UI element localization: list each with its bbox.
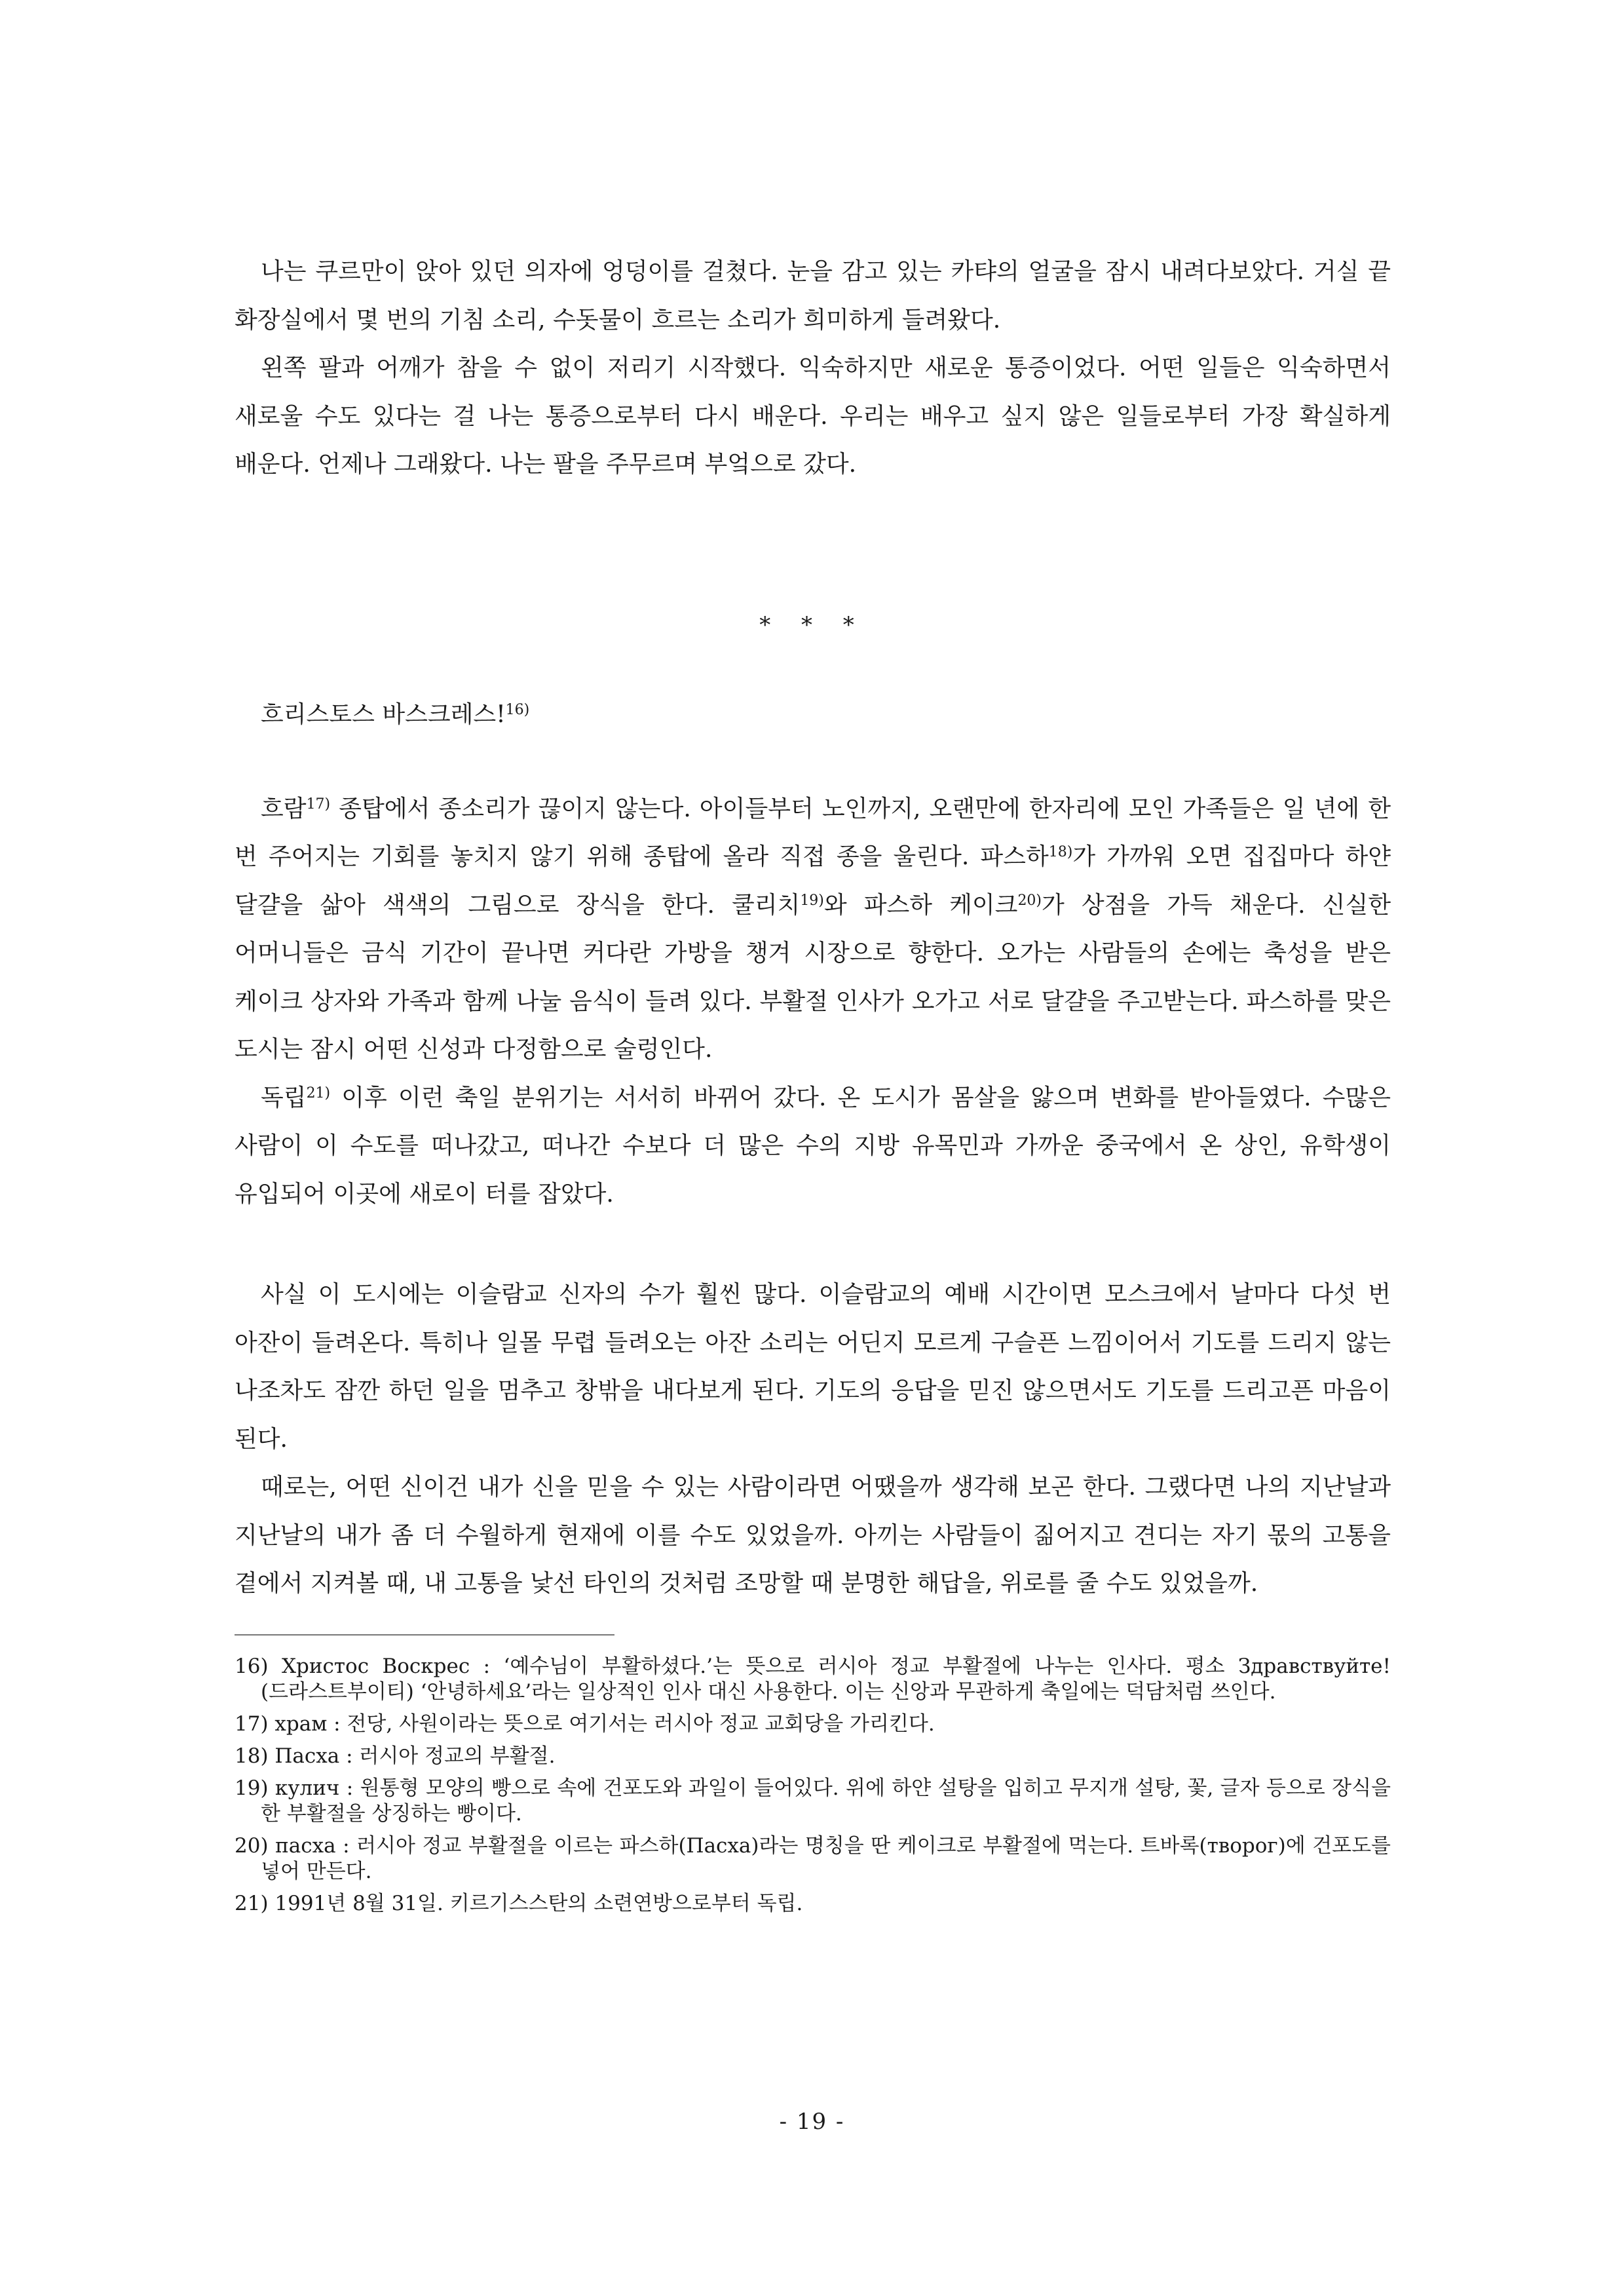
footnote: 17) храм : 전당, 사원이라는 뜻으로 여기서는 러시아 정교 교회당을 가리킨다. — [235, 1712, 935, 1736]
footnote-ref[interactable]: 17) — [306, 795, 331, 813]
page-number: - 19 - — [779, 2109, 845, 2135]
footnote-ref[interactable]: 18) — [1048, 844, 1073, 860]
text-run: 종탑에서 종소리가 끊이지 않는다. 아이들부터 노인까지, 오랜만에 한자리에 모인 가족들은 일 년에 한 번 주어지는 기회를 놓치지 않기 위해 종탑에 올라 직접 종을 울린다. 파스하 — [235, 795, 1391, 870]
footnote-ref[interactable]: 21) — [306, 1084, 331, 1101]
page-body — [235, 248, 1391, 1923]
footnote: 16) Христос Воскрес : ‘예수님이 부활하셨다.’는 뜻으로 러시아 정교 부활절에 나누는 인사다. 평소 Здравствуйте!(드라스트부이티) ‘안녕하세요’라는 일상적인 인사 대신 사용한다. 이는 신앙과 무관하게 축일에는 덕담처럼 쓰인다. — [235, 1654, 1391, 1704]
spacer — [235, 1608, 1391, 1634]
spacer — [235, 489, 1391, 605]
footnote-ref[interactable]: 19) — [800, 892, 824, 909]
footnote-ref[interactable]: 20) — [1017, 892, 1042, 909]
footnote-divider — [235, 1634, 614, 1636]
spacer — [235, 735, 1391, 785]
heading-text: 흐리스토스 바스크레스! — [261, 700, 506, 728]
section-separator: * * * — [759, 611, 866, 638]
paragraph: 사실 이 도시에는 이슬람교 신자의 수가 훨씬 많다. 이슬람교의 예배 시간이면 모스크에서 날마다 다섯 번 아잔이 들려온다. 특히나 일몰 무렵 들려오는 아잔 소리는 어딘지 모르게 구슬픈 느낌이어서 기도를 드리지 않는 나조차도 잠깐 하던 일을 멈추고 창밖을 내다보게 된다. 기도의 응답을 믿진 않으면서도 기도를 드리고픈 마음이 된다. — [235, 1281, 1391, 1453]
section-heading — [235, 695, 1391, 735]
paragraph: 왼쪽 팔과 어깨가 참을 수 없이 저리기 시작했다. 익숙하지만 새로운 통증이었다. 어떤 일들은 익숙하면서 새로울 수도 있다는 걸 나는 통증으로부터 다시 배운다. 우리는 배우고 싶지 않은 일들로부터 가장 확실하게 배운다. 언제나 그래왔다. 나는 팔을 주무르며 부엌으로 갔다. — [235, 354, 1391, 478]
text-run: 가 상점을 가득 채운다. 신실한 어머니들은 금식 기간이 끝나면 커다란 가방을 챙겨 시장으로 향한다. 오가는 사람들의 손에는 축성을 받은 케이크 상자와 가족과 함께 나눌 음식이 들려 있다. 부활절 인사가 오가고 서로 달걀을 주고받는다. 파스하를 맞은 도시는 잠시 어떤 신성과 다정함으로 술렁인다. — [235, 891, 1391, 1063]
footnote: 21) 1991년 8월 31일. 키르기스스탄의 소련연방으로부터 독립. — [235, 1891, 803, 1915]
paragraph-independence — [235, 1074, 1391, 1219]
footnote: 20) пасха : 러시아 정교 부활절을 이르는 파스하(Пасха)라는 명칭을 딴 케이크로 부활절에 먹는다. 트바록(творог)에 건포도를 넣어 만든다. — [235, 1833, 1391, 1883]
text-run: 흐람 — [261, 795, 307, 822]
footnote: 18) Пасха : 러시아 정교의 부활절. — [235, 1744, 556, 1768]
spacer — [235, 1218, 1391, 1271]
text-run: 이후 이런 축일 분위기는 서서히 바뀌어 갔다. 온 도시가 몸살을 앓으며 변화를 받아들였다. 수많은 사람이 이 수도를 떠나갔고, 떠나간 수보다 더 많은 수의 지방 유목민과 가까운 중국에서 온 상인, 유학생이 유입되어 이곳에 새로이 터를 잡았다. — [235, 1084, 1391, 1208]
paragraph-easter — [235, 785, 1391, 1074]
footnotes — [235, 1654, 1391, 1917]
footnote: 19) кулич : 원통형 모양의 빵으로 속에 건포도와 과일이 들어있다. 위에 하얀 설탕을 입히고 무지개 설탕, 꽃, 글자 등으로 장식을 한 부활절을 상징하는 빵이다. — [235, 1776, 1391, 1826]
paragraph: 나는 쿠르만이 앉아 있던 의자에 엉덩이를 걸쳤다. 눈을 감고 있는 카탸의 얼굴을 잠시 내려다보았다. 거실 끝 화장실에서 몇 번의 기침 소리, 수돗물이 흐르는 소리가 희미하게 들려왔다. — [235, 258, 1391, 334]
spacer — [235, 645, 1391, 695]
text-run: 독립 — [261, 1084, 307, 1111]
text-run: 와 파스하 케이크 — [823, 891, 1018, 919]
paragraph: 때로는, 어떤 신이건 내가 신을 믿을 수 있는 사람이라면 어땠을까 생각해 보곤 한다. 그랬다면 나의 지난날과 지난날의 내가 좀 더 수월하게 현재에 이를 수도 있었을까. 아끼는 사람들이 짊어지고 견디는 자기 몫의 고통을 곁에서 지켜볼 때, 내 고통을 낯선 타인의 것처럼 조망할 때 분명한 해답을, 위로를 줄 수도 있었을까. — [235, 1474, 1391, 1597]
footnote-ref[interactable]: 16) — [505, 701, 530, 718]
text-run: 가 가까워 오면 집집마다 하얀 달걀을 삶아 색색의 그림으로 장식을 한다. 쿨리치 — [235, 843, 1391, 919]
